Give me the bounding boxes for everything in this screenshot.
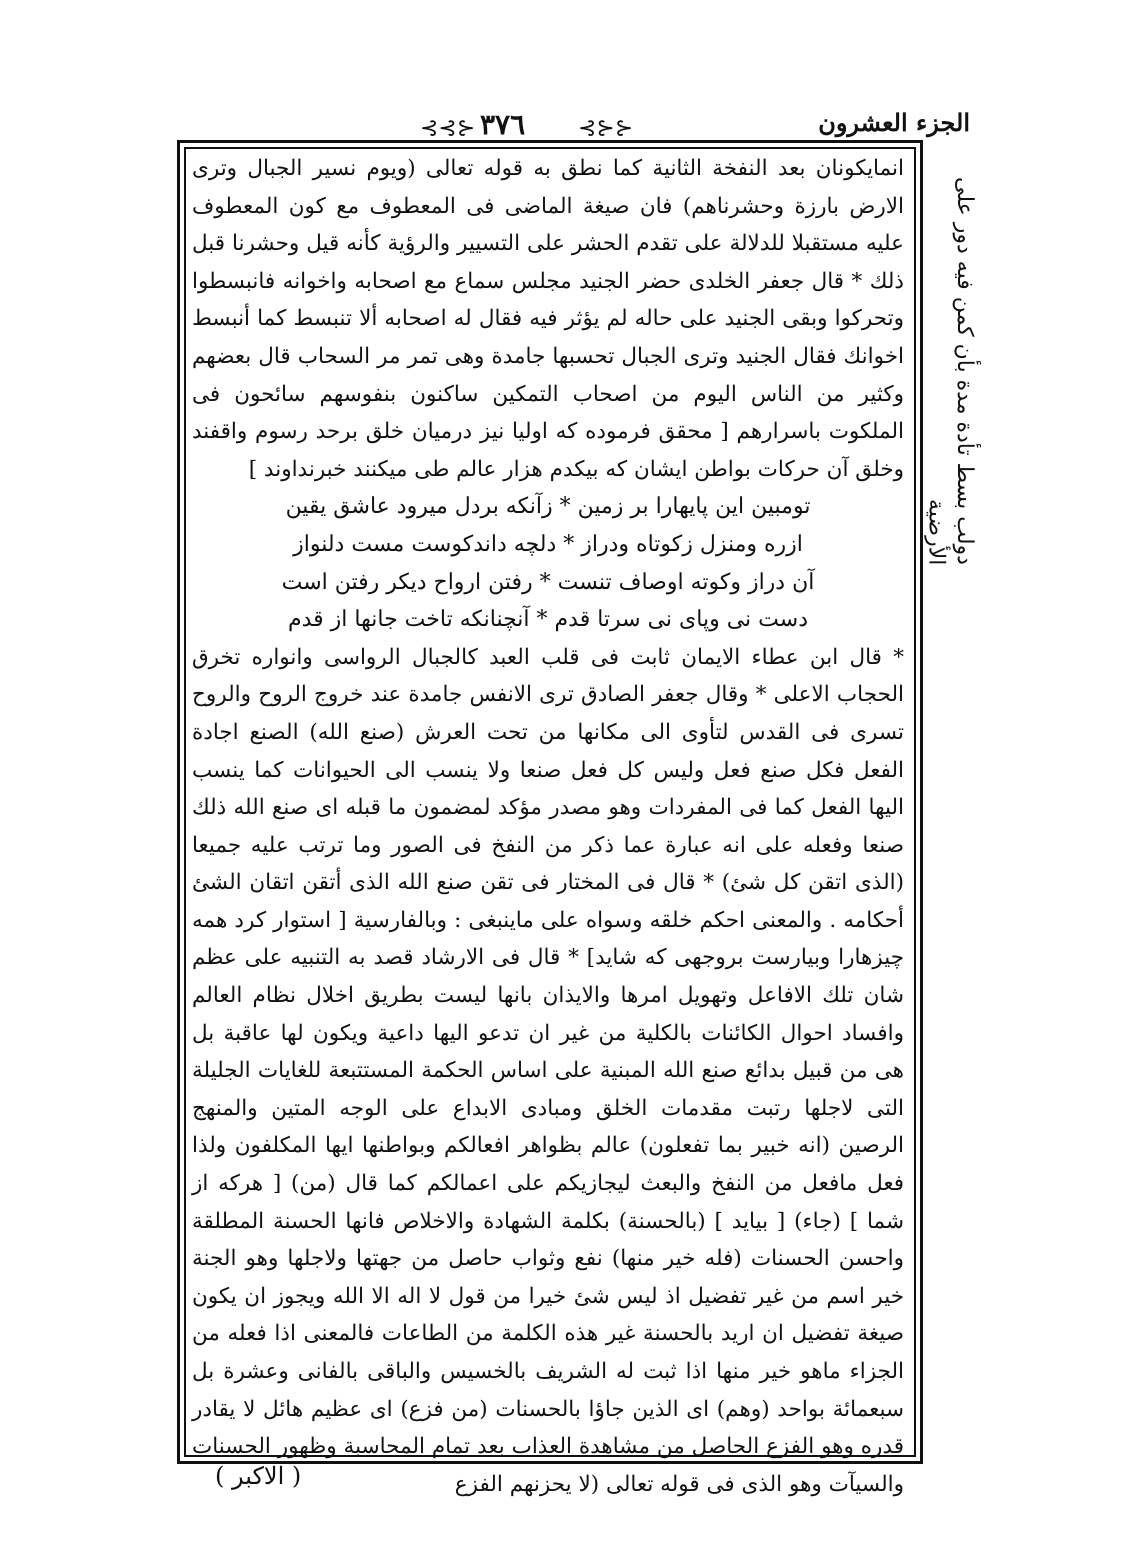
paragraph-2: * قال ابن عطاء الايمان ثابت فى قلب العبد كالجبال الرواسى وانواره تخرق الحجاب الاعلى * وقال جعفر الصادق ترى الانفس جامدة عند خروج الروح والروح تسرى فى القدس لتأوى الى مكانها من تحت العرش (صنع الله) الصنع اجادة الفعل فكل صنع فعل وليس كل فعل صنعا ولا ينسب الى الحيوانات كما ينسب اليها الفعل كما فى المفردات وهو مصدر مؤكد لمضمون ما قبله اى صنع الله ذلك صنعا وفعله على انه عبارة عما ذكر من النفخ فى الصور وما ترتب عليه جميعا (الذى اتقن كل شئ) * قال فى المختار فى تقن صنع الله الذى أتقن اتقان الشئ أحكامه . والمعنى احكم خلقه وسواه على ماينبغى : وبالفارسية [ استوار كرد همه چيزهارا وبيارست بروجهى كه شايد] * قال فى الارشاد قصد به التنبيه على عظم شان تلك الافاعل وتهويل امرها والايذان بانها ليست بطريق اخلال نظام العالم وافساد احوال الكائنات بالكلية من غير ان تدعو اليها داعية ويكون لها عاقبة بل هى من قبيل بدائع صنع الله المبنية على اساس الحكمة المستتبعة للغايات الجليلة التى لاجلها رتبت مقدمات الخلق ومبادى الابداع على الوجه المتين والمنهج الرصين (انه خبير بما تفعلون) عالم بظواهر افعالكم وبواطنها ايها المكلفون ولذا فعل مافعل من النفخ والبعث ليجازيكم على اعمالكم كما قال (من) [ هركه از شما ] (جاء) [ بيايد ] (بالحسنة) بكلمة الشهادة والاخلاص فانها الحسنة المطلقة واحسن الحسنات (فله خير منها) نفع وثواب حاصل من جهتها ولاجلها وهو الجنة خير اسم من غير تفضيل اذ ليس شئ خيرا من قول لا اله الا الله ويجوز ان يكون صيغة تفضيل ان اريد بالحسنة غير هذه الكلمة من الطاعات فالمعنى اذا فعله من الجزاء ماهو خير منها اذا ثبت له الشريف بالخسيس والباقى بالفانى وعشرة بل سبعمائة بواحد (وهم) اى الذين جاؤا بالحسنات (من فزع) اى عظيم هائل لا يقادر قدره وهو الفزع الحاصل من مشاهدة العذاب بعد تمام المحاسبة وظهور الحسنات والسيآت وهو الذى فى قوله تعالى (لا يحزنهم الفزع bbox=[192, 644, 904, 1497]
persian-verses bbox=[192, 488, 904, 638]
page-number: ٣٧٦ bbox=[480, 108, 526, 141]
right-ornament-icon: ⊰⊱⊱ bbox=[578, 116, 634, 141]
verse-line: دست نى وپاى نى سرتا قدم * آنچنانكه تاخت جانها از قدم bbox=[288, 607, 808, 633]
verse-line: تومبين اين پايهارا بر زمين * زآنكه بردل ميرود عاشق يقين bbox=[285, 494, 811, 520]
running-head: الجزء العشرون bbox=[818, 108, 970, 137]
catchword: ( الاكبر ) bbox=[215, 1462, 302, 1490]
verse-line: ازره ومنزل زكوتاه ودراز * دلچه داندكوست مست دلنواز bbox=[293, 531, 803, 557]
marginal-note: دولب بسط تأدة مدة بأن كمن فيه دور على الأرضية bbox=[923, 177, 977, 565]
verse-line: آن دراز وكوته اوصاف تنست * رفتن ارواح ديكر رفتن است bbox=[281, 569, 815, 595]
main-text bbox=[192, 150, 904, 1503]
paragraph-1: انمايكونان بعد النفخة الثانية كما نطق به قوله تعالى (ويوم نسير الجبال وترى الارض بارزة وحشرناهم) فان صيغة الماضى فى المعطوف مع كون المعطوف عليه مستقبلا للدلالة على تقدم الحشر على التسيير والرؤية كأنه قيل وحشرنا قبل ذلك * قال جعفر الخلدى حضر الجنيد مجلس سماع مع اصحابه واخوانه فانبسطوا وتحركوا وبقى الجنيد على حاله لم يؤثر فيه فقال له اصحابه ألا تنبسط كما أنبسط اخوانك فقال الجنيد وترى الجبال تحسبها جامدة وهى تمر مر السحاب قال بعضهم وكثير من الناس اليوم من اصحاب التمكين ساكنون بنفوسهم سائحون فى الملكوت باسرارهم [ محقق فرموده كه اوليا نيز درميان خلق برحد رسوم واقفند وخلق آن حركات بواطن ايشان كه بيكدم هزار عالم طى ميكنند خبرنداوند ] bbox=[192, 156, 904, 482]
left-ornament-icon: ⊰⊰⊱ bbox=[420, 116, 476, 141]
